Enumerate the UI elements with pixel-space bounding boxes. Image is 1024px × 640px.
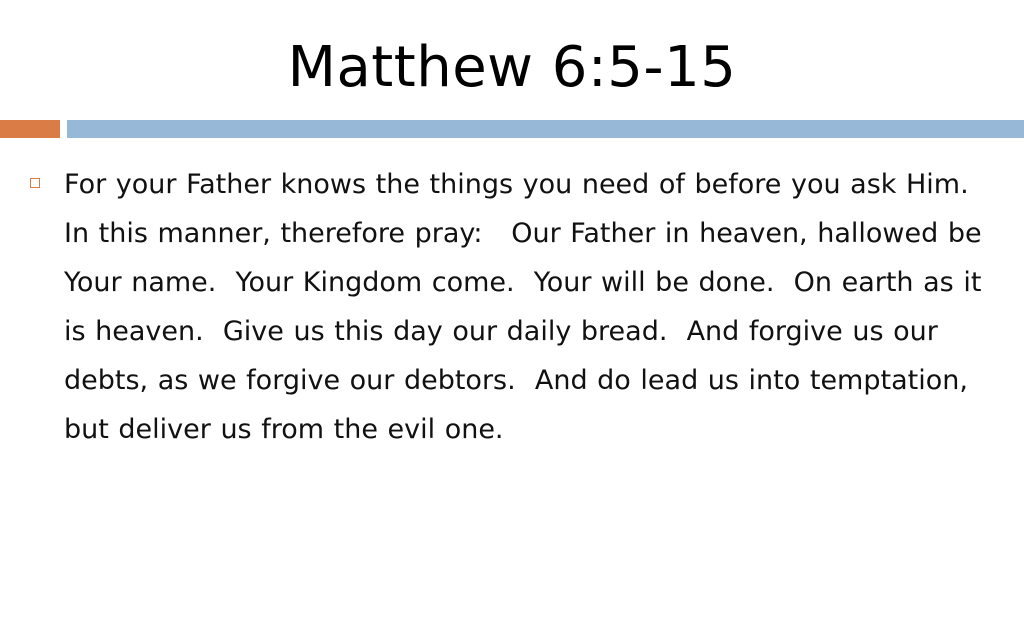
bullet-list — [0, 160, 1024, 454]
accent-bar-orange — [0, 120, 60, 138]
bullet-text: For your Father knows the things you need of before you ask Him. In this manner, therefore pray: Our Father in heaven, hallowed be Your name. Your Kingdom come. Your will be done. On earth as it is heaven. Give us this day our daily bread. And forgive us our debts, as we forgive our debtors. And do lead us into temptation, but deliver us from the evil one. — [64, 169, 992, 445]
hollow-square-bullet-icon — [30, 178, 40, 188]
bullet-item — [0, 160, 1024, 454]
slide-title: Matthew 6:5-15 — [287, 35, 737, 100]
accent-bar-blue — [67, 120, 1024, 138]
